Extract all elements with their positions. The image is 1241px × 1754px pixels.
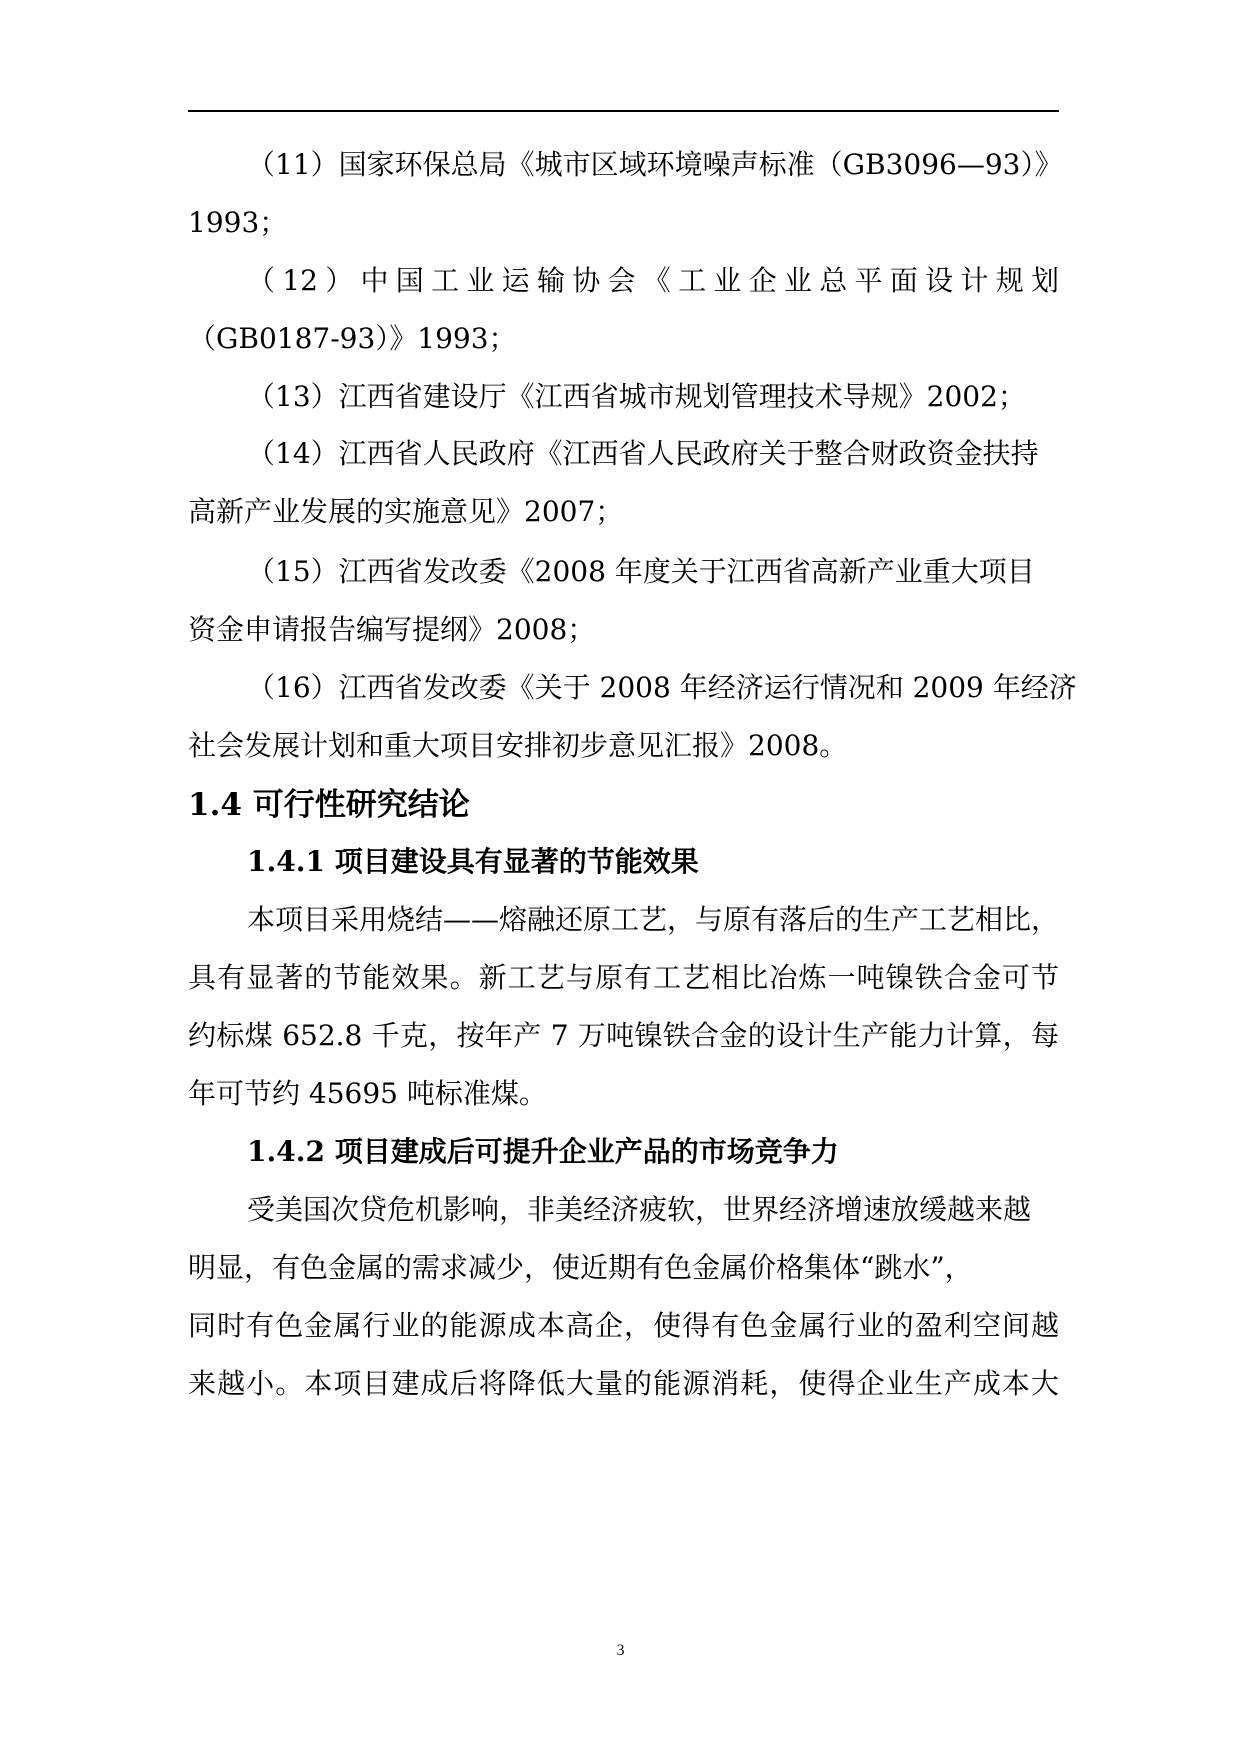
reference-15-line-2: 资金申请报告编写提纲》2008； bbox=[188, 613, 596, 646]
reference-12-line-1: （12）中国工业运输协会《工业企业总平面设计规划 bbox=[247, 264, 1059, 297]
reference-14-line-1: （14）江西省人民政府《江西省人民政府关于整合财政资金扶持 bbox=[247, 437, 1039, 470]
header-rule bbox=[188, 110, 1059, 112]
reference-15-line-1: （15）江西省发改委《2008 年度关于江西省高新产业重大项目 bbox=[247, 555, 1035, 588]
reference-12-line-2: （GB0187-93）》1993； bbox=[188, 322, 517, 355]
paragraph-2-line-2: 明显，有色金属的需求减少，使近期有色金属价格集体“跳水”， bbox=[188, 1251, 973, 1284]
paragraph-2-line-1: 受美国次贷危机影响，非美经济疲软，世界经济增速放缓越来越 bbox=[247, 1193, 1032, 1226]
paragraph-1-line-1: 本项目采用烧结——熔融还原工艺，与原有落后的生产工艺相比， bbox=[247, 903, 1060, 936]
paragraph-1-line-2: 具有显著的节能效果。新工艺与原有工艺相比冶炼一吨镍铁合金可节 bbox=[188, 961, 1059, 994]
reference-16-line-1: （16）江西省发改委《关于 2008 年经济运行情况和 2009 年经济 bbox=[247, 671, 1077, 704]
paragraph-2-line-3: 同时有色金属行业的能源成本高企，使得有色金属行业的盈利空间越 bbox=[188, 1309, 1059, 1342]
subsection-heading-1-4-1: 1.4.1 项目建设具有显著的节能效果 bbox=[247, 845, 699, 878]
reference-16-line-2: 社会发展计划和重大项目安排初步意见汇报》2008。 bbox=[188, 729, 848, 762]
reference-11-line-1: （11）国家环保总局《城市区域环境噪声标准（GB3096—93）》 bbox=[247, 148, 1063, 181]
paragraph-1-line-4: 年可节约 45695 吨标准煤。 bbox=[188, 1077, 547, 1110]
paragraph-2-line-4: 来越小。本项目建成后将降低大量的能源消耗，使得企业生产成本大 bbox=[188, 1367, 1059, 1400]
reference-14-line-2: 高新产业发展的实施意见》2007； bbox=[188, 495, 624, 528]
page-number: 3 bbox=[616, 1642, 625, 1659]
paragraph-1-line-3: 约标煤 652.8 千克，按年产 7 万吨镍铁合金的设计生产能力计算，每 bbox=[188, 1019, 1059, 1052]
section-heading: 1.4 可行性研究结论 bbox=[188, 787, 470, 823]
reference-13-line-1: （13）江西省建设厅《江西省城市规划管理技术导规》2002； bbox=[247, 380, 1026, 413]
subsection-heading-1-4-2: 1.4.2 项目建成后可提升企业产品的市场竞争力 bbox=[247, 1135, 839, 1168]
reference-11-line-2: 1993； bbox=[188, 206, 288, 239]
